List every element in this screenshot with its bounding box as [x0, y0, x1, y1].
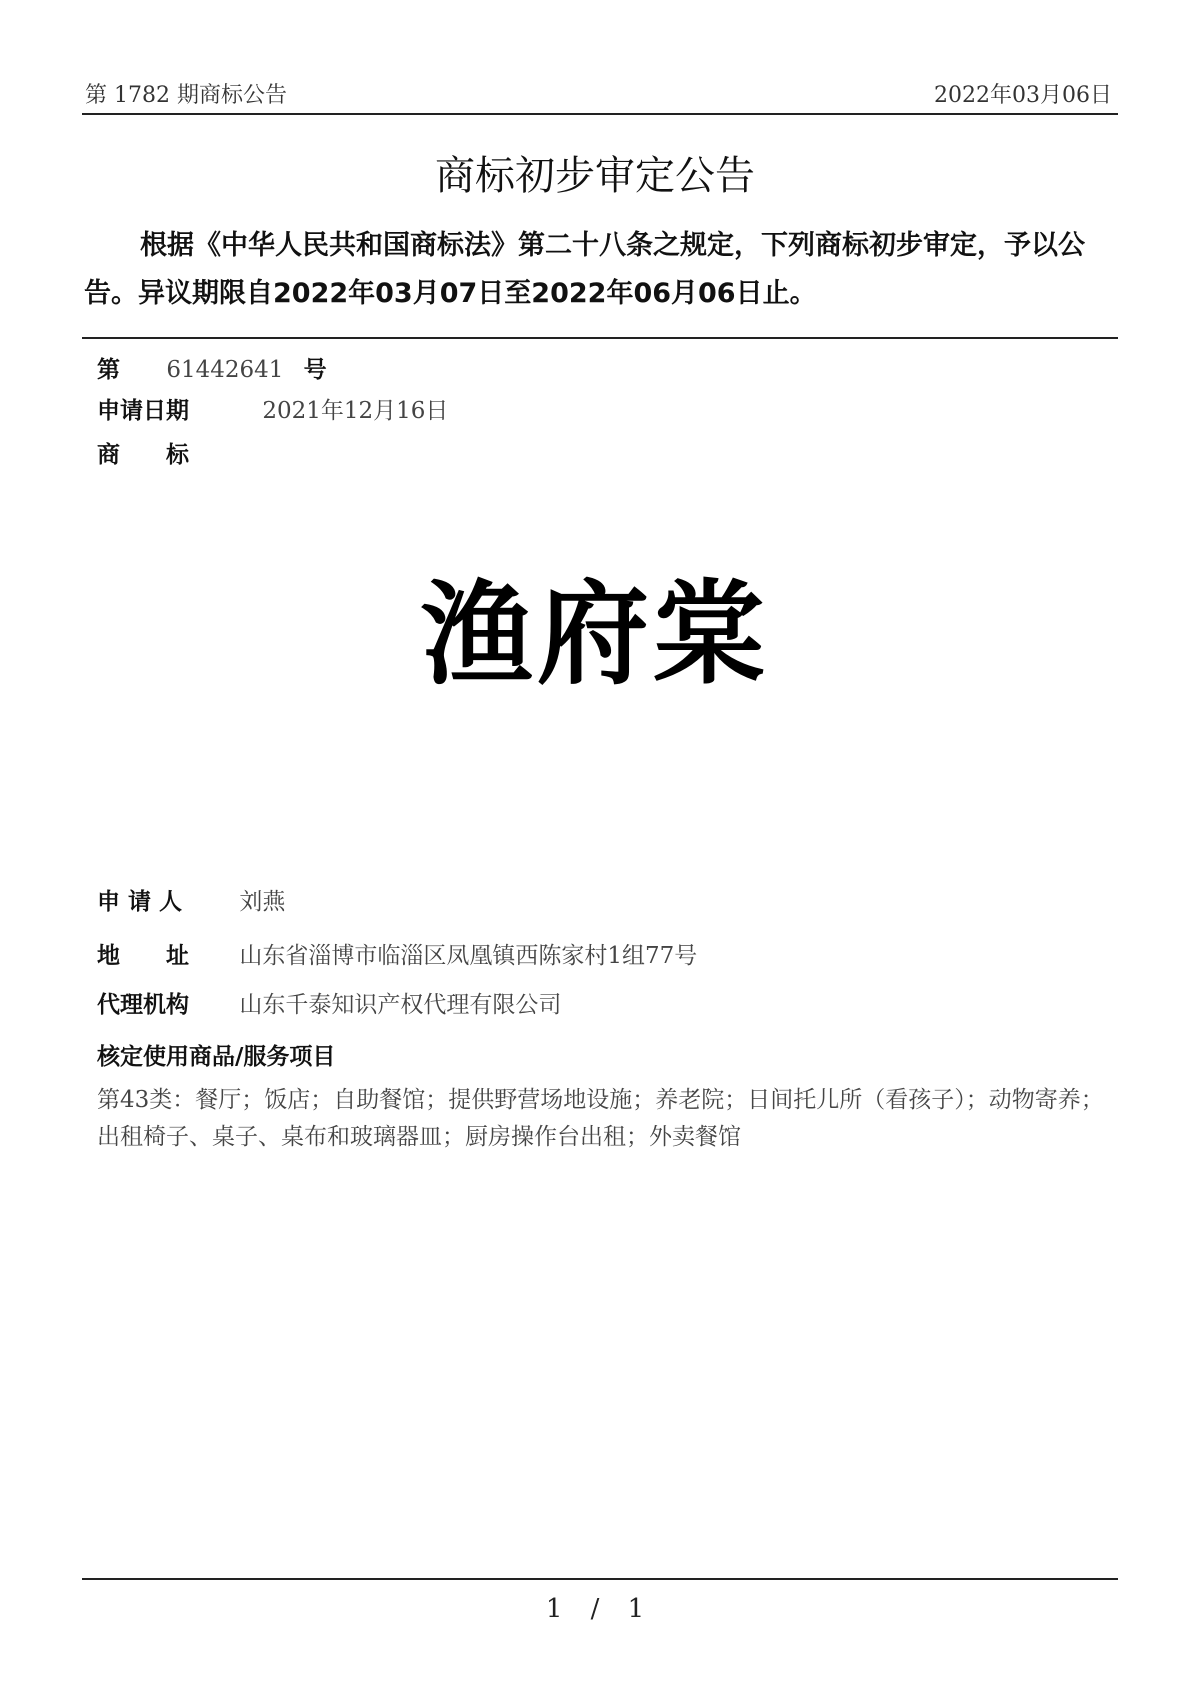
applicant-label: 申 请 人	[97, 889, 183, 915]
goods-services-title: 核定使用商品/服务项目	[97, 1044, 336, 1070]
applicant-value: 刘燕	[239, 889, 286, 915]
intro-paragraph: 根据《中华人民共和国商标法》第二十八条之规定，下列商标初步审定，予以公告。异议期限自2022年03月07日至2022年06月06日止。	[84, 230, 1085, 309]
page-number: 1 / 1	[545, 1594, 645, 1624]
agency-label: 代理机构	[97, 992, 189, 1018]
address-value: 山东省淄博市临淄区凤凰镇西陈家村1组77号	[239, 943, 698, 969]
date-label: 申请日期	[97, 398, 189, 424]
trademark-label: 商 标	[97, 442, 189, 468]
header-rule	[82, 113, 1118, 115]
header-date: 2022年03月06日	[934, 83, 1112, 108]
goods-services-list: 第43类：餐厅；饭店；自助餐馆；提供野营场地设施；养老院；日间托儿所（看孩子）；动物寄养；出租椅子、桌子、桌布和玻璃器皿；厨房操作台出租；外卖餐馆	[97, 1087, 1104, 1150]
agency-value: 山东千泰知识产权代理有限公司	[239, 992, 562, 1018]
trademark-text: 渔府棠	[421, 570, 769, 700]
address-row	[97, 937, 697, 970]
registration-number-row	[97, 351, 327, 384]
page-title: 商标初步审定公告	[435, 153, 755, 199]
date-value: 2021年12月16日	[262, 398, 449, 424]
header-issue: 第 1782 期商标公告	[85, 83, 287, 108]
section-rule	[82, 337, 1118, 339]
agency-row	[97, 986, 561, 1019]
number-suffix: 号	[303, 357, 327, 383]
trademark-row	[97, 436, 189, 469]
number-prefix: 第	[97, 357, 120, 383]
footer-rule	[82, 1578, 1118, 1580]
applicant-row	[97, 883, 285, 916]
application-date-row	[97, 392, 448, 425]
registration-number: 61442641	[166, 357, 284, 383]
address-label: 地 址	[97, 943, 189, 969]
